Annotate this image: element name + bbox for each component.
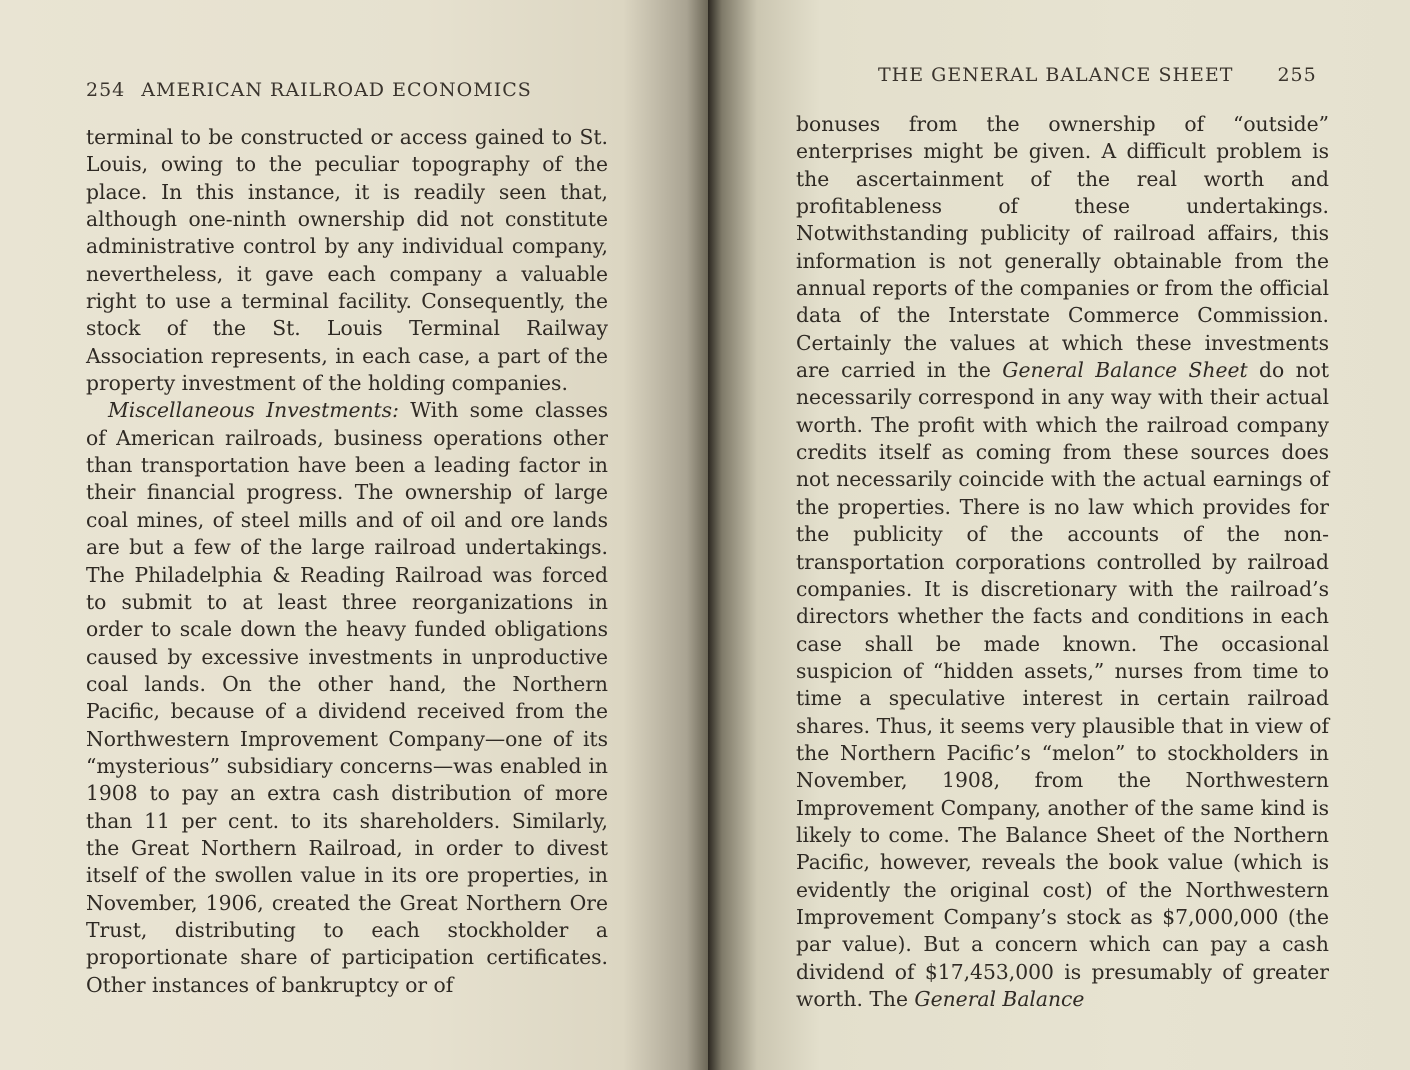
right-text-part-2: do not necessarily correspond in any way with their actual worth. The profit with which the railroad company credits itself as coming from these sources does not necessarily coincide with the actual earnings of the properties. There is no law which provides for the publicity of the accounts of the non-transportation corporations controlled by railroad companies. It is discretionary with the railroad’s directors whether the facts and conditions in each case shall be made known. The occasional suspicion of “hidden assets,” nurses from time to time a speculative interest in certain railroad shares. Thus, it seems very plausible that in view of the Northern Pacific’s “melon” to stockholders in November, 1908, from the Northwestern Improvement Company, another of the same kind is likely to come. The Balance Sheet of the Northern Pacific, however, reveals the book value (which is evidently the original cost) of the Northwestern Improvement Company’s stock as $7,000,000 (the par value). But a concern which can pay a cash dividend of $17,453,000 is presumably of greater worth. The xyxy=(796,358,1329,1011)
left-paragraph-2-text: With some classes of American railroads, business operations other than transportation have been a leading factor in their financial progress. The ownership of large coal mines, of steel mills and of oil and ore lands are but a few of the large railroad undertakings. The Philadelphia & Reading Railroad was forced to submit to at least three reorganizations in order to scale down the heavy funded obligations caused by excessive investments in unproductive coal lands. On the other hand, the Northern Pacific, because of a dividend received from the Northwestern Improvement Company—one of its “mysterious” subsidiary concerns—was enabled in 1908 to pay an extra cash distribution of more than 11 per cent. to its shareholders. Similarly, the Great Northern Railroad, in order to divest itself of the swollen value in its ore properties, in November, 1906, created the Great Northern Ore Trust, distributing to each stockholder a proportionate share of participation certificates. Other instances of bankruptcy or of xyxy=(86,398,608,997)
italic-general-balance: General Balance xyxy=(914,987,1085,1011)
italic-general-balance-sheet: General Balance Sheet xyxy=(1002,358,1248,383)
left-page-header xyxy=(86,79,532,101)
right-running-title: THE GENERAL BALANCE SHEET xyxy=(878,64,1234,86)
section-heading-miscellaneous-investments: Miscellaneous Investments: xyxy=(108,398,399,423)
right-paragraph xyxy=(796,111,1329,1013)
left-running-title: AMERICAN RAILROAD ECONOMICS xyxy=(141,79,532,101)
left-page-body xyxy=(86,124,608,999)
right-page-body xyxy=(796,111,1329,1013)
right-text-part-1: bonuses from the ownership of “outside” enterprises might be given. A difficult problem is the ascertainment of the real worth and profitableness of these undertakings. Notwithstanding publicity of railroad affairs, this information is not generally obtainable from the annual reports of the companies or from the official data of the Interstate Commerce Commission. Certainly the values at which these investments are carried in the xyxy=(796,112,1329,383)
left-page-number: 254 xyxy=(86,79,126,101)
right-page-number: 255 xyxy=(1277,64,1317,86)
right-page xyxy=(708,0,1410,1070)
left-paragraph-1: terminal to be constructed or access gained to St. Louis, owing to the peculiar topography of the place. In this instance, it is readily seen that, although one-ninth ownership did not constitute administrative control by any individual company, nevertheless, it gave each company a valuable right to use a terminal facility. Consequently, the stock of the St. Louis Terminal Railway Association represents, in each case, a part of the property investment of the holding companies. xyxy=(86,125,608,396)
left-paragraph-2 xyxy=(86,397,608,999)
right-page-header xyxy=(878,64,1317,86)
